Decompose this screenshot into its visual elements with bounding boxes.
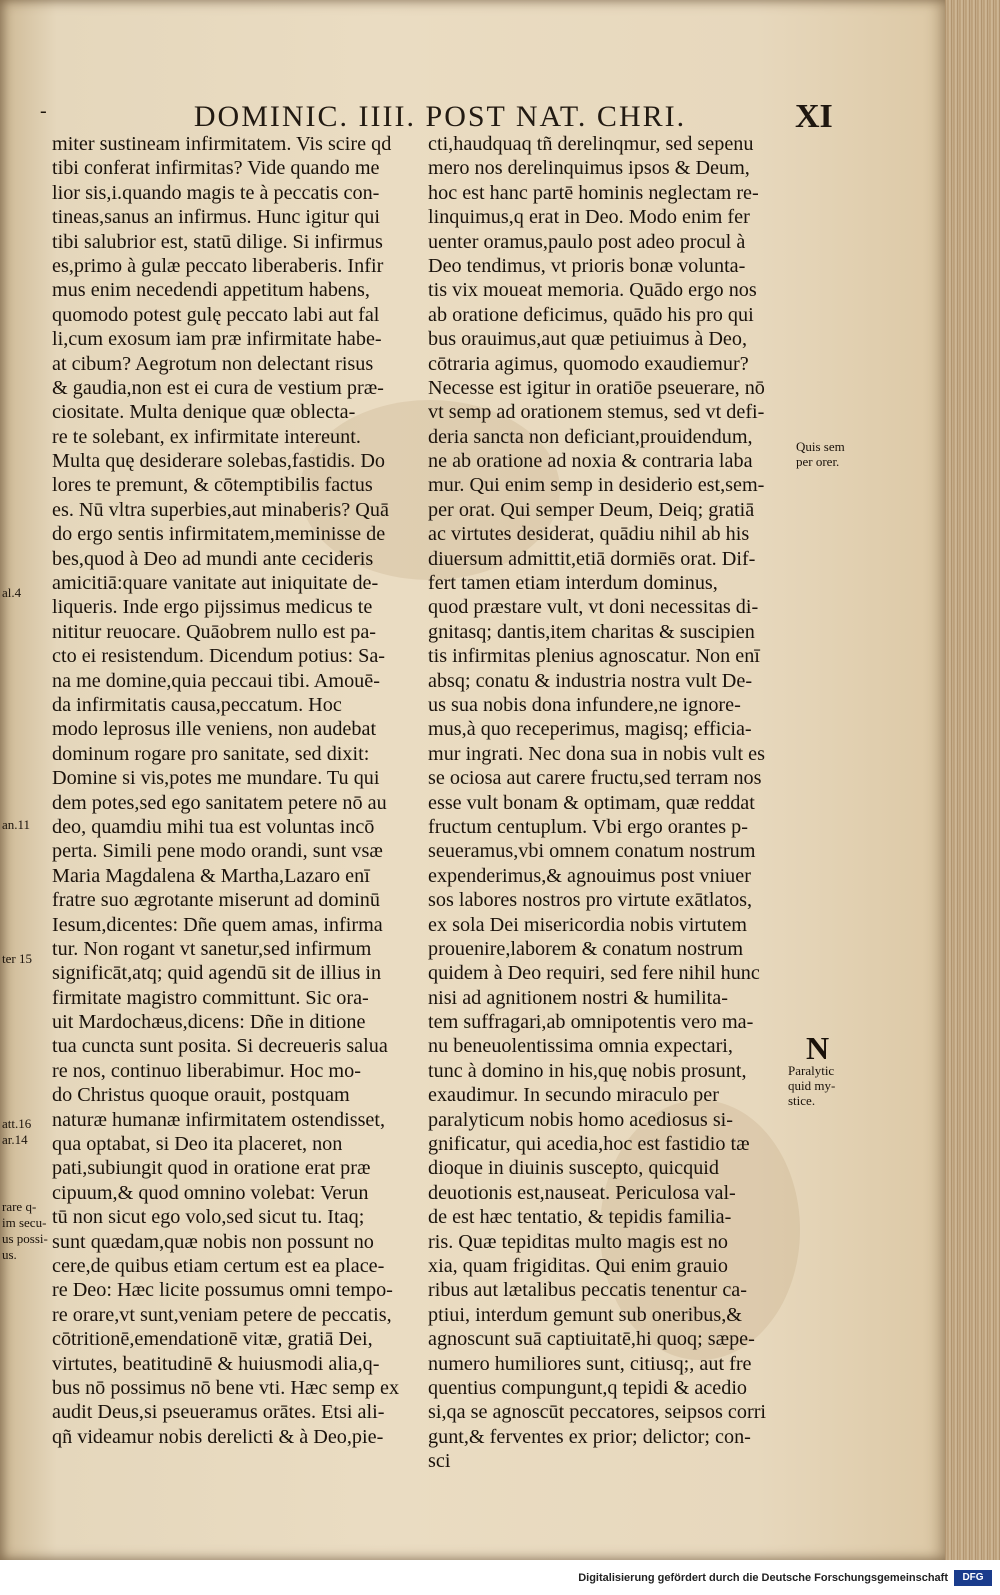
text-line: Necesse est igitur in oratiōe pseuerare, nō	[428, 376, 765, 399]
text-line: dominum rogare pro sanitate, sed dixit:	[52, 742, 370, 765]
text-line: hoc est hanc partē hominis neglectam re-	[428, 181, 759, 204]
text-line: re orare,vt sunt,veniam petere de peccatis,	[52, 1303, 392, 1326]
margin-note-right: stice.	[788, 1093, 816, 1108]
text-line: li,cum exosum iam præ infirmitate habe-	[52, 328, 382, 351]
text-line: nititur reuocare. Quāobrem nullo est pa-	[52, 620, 377, 643]
text-line: quidem à Deo requiri, sed fere nihil hunc	[428, 962, 760, 985]
footer-bar	[0, 1560, 1000, 1595]
text-line: uit Mardochæus,dicens: Dñe in ditione	[52, 1011, 366, 1034]
text-line: dem potes,sed ego sanitatem petere nō au	[52, 791, 387, 814]
text-line: ciositate. Multa denique quæ oblecta-	[52, 401, 356, 424]
margin-note-right: Quis sem	[796, 439, 845, 454]
text-line: absq; conatu & industria nostra vult De-	[428, 669, 753, 692]
text-line: fratre suo ægrotante miserunt ad dominū	[52, 889, 380, 912]
folio-number: XI	[795, 98, 833, 135]
text-line: quod præstare vult, vt doni necessitas di-	[428, 596, 759, 619]
text-line: miter sustineam infirmitatem. Vis scire qd	[52, 133, 392, 155]
text-line: mus,à quo receperimus, magisq; efficia-	[428, 718, 752, 741]
text-line: gunt,& ferventes ex prior; delictor; con-	[428, 1425, 751, 1448]
text-line: modo leprosus ille veniens, non audebat	[52, 718, 377, 741]
text-line: do Christus quoque orauit, postquam	[52, 1084, 350, 1107]
text-line: us sua nobis dona infundere,ne ignore-	[428, 693, 741, 716]
page-edge	[938, 0, 1000, 1560]
margin-note-left: im secu-	[2, 1215, 47, 1230]
text-line: tunc à domino in his,quę nobis prosunt,	[428, 1059, 747, 1082]
text-line: seueramus,vbi omnem conatum nostrum	[428, 840, 756, 863]
text-line: ptiui, interdum gemunt sub oneribus,&	[428, 1303, 743, 1326]
text-line: pati,subiungit quod in oratione erat præ	[52, 1157, 371, 1180]
text-line: cipuum,& quod omnino volebat: Verun	[52, 1181, 369, 1204]
text-line: uenter oramus,paulo post adeo procul à	[428, 230, 746, 253]
text-line: mur. Qui enim semp in desiderio est,sem-	[428, 474, 765, 497]
text-line: mur ingrati. Nec dona sua in nobis vult es	[428, 742, 765, 765]
text-line: ne ab oratione ad noxia & contraria laba	[428, 450, 753, 473]
text-line: gnificatur, qui acedia,hoc est fastidio tæ	[428, 1133, 750, 1156]
text-line: & gaudia,non est ei cura de vestium præ-	[52, 376, 384, 399]
margin-note-left: us possi-	[2, 1231, 48, 1246]
text-line: at cibum? Aegrotum non delectant risus	[52, 352, 374, 375]
text-line: liqueris. Inde ergo pijssimus medicus te	[52, 596, 373, 619]
text-line: bus nō possimus nō bene vti. Hæc semp ex	[52, 1376, 400, 1399]
text-line: tū non sicut ego volo,sed sicut tu. Itaq;	[52, 1206, 365, 1229]
text-line: ris. Quæ tepiditas multo magis est no	[428, 1230, 728, 1253]
text-line: esse vult bonam & optimam, quæ reddat	[428, 791, 755, 814]
text-line: se ociosa aut carere fructu,sed terram nos	[428, 767, 762, 790]
text-line: fructum centuplum. Vbi ergo orantes p-	[428, 815, 748, 838]
text-line: ex sola Dei misericordia nobis virtutem	[428, 913, 747, 936]
text-line: fert tamen etiam interdum dominus,	[428, 572, 718, 595]
text-line: deuotionis est,nauseat. Periculosa val-	[428, 1181, 736, 1204]
text-line: mero nos derelinquimus ipsos & Deum,	[428, 157, 750, 180]
text-line: significāt,atq; quid agendū sit de illius in	[52, 962, 382, 985]
margin-note-right: Paralytic	[788, 1063, 835, 1078]
text-column-right	[428, 132, 783, 1473]
text-line: ab oratione deficimus, quādo his pro qui	[428, 303, 754, 326]
text-line: da infirmitatis causa,peccatum. Hoc	[52, 693, 342, 716]
margin-note-left: att.16	[2, 1116, 32, 1131]
text-line: quomodo potest gulę peccato labi aut fal	[52, 303, 380, 326]
text-line: gnitasq; dantis,item charitas & suscipien	[428, 620, 755, 643]
text-line: nu beneuolentissima omnia expectari,	[428, 1035, 733, 1058]
text-line: cto ei resistendum. Dicendum potius: Sa-	[52, 645, 386, 668]
text-line: re Deo: Hæc licite possumus omni tempo-	[52, 1279, 393, 1302]
text-line: cere,de quibus etiam certum est ea place-	[52, 1254, 385, 1277]
text-line: qua optabat, si Deo ita placeret, non	[52, 1133, 343, 1156]
text-line: paralyticum nobis homo acediosus si-	[428, 1108, 734, 1131]
text-line: Deo tendimus, vt prioris bonæ volunta-	[428, 254, 746, 277]
text-line: expenderimus,& agnouimus post vniuer	[428, 864, 751, 887]
text-line: nisi ad agnitionem nostri & humilita-	[428, 986, 728, 1009]
margin-note-left: us.	[2, 1247, 17, 1262]
text-line: tis infirmitas plenius agnoscatur. Non enī	[428, 645, 760, 668]
text-line: Iesum,dicentes: Dñe quem amas, infirma	[52, 913, 383, 936]
margin-note-left: an.11	[2, 817, 31, 832]
margin-note-left: al.4	[2, 585, 22, 600]
text-line: tem suffragari,ab omnipotentis vero ma-	[428, 1011, 754, 1034]
text-line: na me domine,quia peccaui tibi. Amouē-	[52, 669, 380, 692]
text-line: sci	[428, 1450, 451, 1473]
text-line: bus orauimus,aut quæ petiuimus à Deo,	[428, 328, 748, 351]
text-line: si,qa se agnoscūt peccatores, seipsos corri	[428, 1401, 767, 1424]
text-line: Multa quę desiderare solebas,fastidis. Do	[52, 450, 386, 473]
text-line: re te solebant, ex infirmitate intereunt.	[52, 425, 361, 448]
text-line: sunt quædam,quæ nobis non possunt no	[52, 1230, 374, 1253]
text-line: de est hæc tentatio, & tepidis familia-	[428, 1206, 732, 1229]
margin-note-left: ar.14	[2, 1132, 28, 1147]
text-line: amicitiā:quare vanitate aut iniquitate de-	[52, 572, 379, 595]
text-line: per orat. Qui semper Deum, Deiq; gratiā	[428, 498, 755, 521]
margin-note-left: ter 15	[2, 951, 32, 966]
funding-credit: Digitalisierung gefördert durch die Deutsche Forschungsgemeinschaft	[578, 1572, 948, 1584]
text-line: cti,haudquaq tñ derelinqmur, sed sepenu	[428, 133, 754, 155]
text-line: quentius compungunt,q tepidi & acedio	[428, 1376, 748, 1399]
text-line: cōtraria agimus, quomodo exaudiemur?	[428, 352, 749, 375]
text-line: ribus aut lætalibus peccatis tenentur ca-	[428, 1279, 747, 1302]
text-line: tua cuncta sunt posita. Si decreueris salua	[52, 1035, 388, 1058]
text-line: es. Nū vltra superbies,aut minaberis? Quā	[52, 498, 389, 521]
text-line: qñ videamur nobis derelicti & à Deo,pie-	[52, 1425, 384, 1448]
text-line: perta. Simili pene modo orandi, sunt vsæ	[52, 840, 383, 863]
text-line: firmitate magistro committunt. Sic ora-	[52, 986, 369, 1009]
text-line: cōtritionē,emendationē vitæ, gratiā Dei,	[52, 1328, 373, 1351]
marginal-initial: N	[806, 1030, 830, 1066]
text-line: re nos, continuo liberabimur. Hoc mo-	[52, 1059, 361, 1082]
text-line: virtutes, beatitudinē & huiusmodi alia,q-	[52, 1352, 380, 1375]
margin-note-right: per orer.	[796, 454, 840, 469]
text-line: lores te premunt, & cōtemptibilis factus	[52, 474, 373, 497]
text-line: deo, quamdiu mihi tua est voluntas incō	[52, 815, 375, 838]
text-line: agnoscunt suā captiuitatē,hi quoq; sæpe-	[428, 1328, 755, 1351]
text-line: xia, quam frigiditas. Qui enim grauio	[428, 1254, 728, 1277]
text-line: ac virtutes desiderat, quādiu nihil ab his	[428, 523, 750, 546]
text-line: naturæ humanæ infirmitatem ostendisset,	[52, 1108, 386, 1131]
margin-note-left: rare q-	[2, 1199, 37, 1214]
text-line: es,primo à gulæ peccato liberaberis. Infir	[52, 254, 384, 277]
text-line: tineas,sanus an infirmus. Hunc igitur qui	[52, 206, 380, 229]
text-line: mus enim necedendi appetitum habens,	[52, 279, 370, 302]
text-line: bes,quod à Deo ad mundi ante cecideris	[52, 547, 374, 570]
text-line: audit Deus,si pseueramus orātes. Etsi ali-	[52, 1401, 385, 1424]
margin-note-right: quid my-	[788, 1078, 836, 1093]
text-line: do ergo sentis infirmitatem,meminisse de	[52, 523, 386, 546]
text-column-left	[52, 132, 412, 1449]
text-line: linquimus,q erat in Deo. Modo enim fer	[428, 206, 750, 229]
text-line: numero humiliores sunt, citiusq;, aut fre	[428, 1352, 752, 1375]
text-line: deria sancta non deficiant,prouidendum,	[428, 425, 753, 448]
text-line: Maria Magdalena & Martha,Lazaro enī	[52, 864, 370, 887]
text-line: vt semp ad orationem stemus, sed vt defi-	[428, 401, 765, 424]
text-line: dioque in diuinis suscepto, quicquid	[428, 1157, 720, 1180]
text-line: exaudimur. In secundo miraculo per	[428, 1084, 719, 1107]
page-mark: -	[40, 100, 47, 122]
text-line: tur. Non rogant vt sanetur,sed infirmum	[52, 937, 372, 960]
text-line: prouenire,laborem & conatum nostrum	[428, 937, 744, 960]
running-head: DOMINIC. IIII. POST NAT. CHRI.	[193, 100, 687, 133]
text-line: Domine si vis,potes me mundare. Tu qui	[52, 767, 380, 790]
text-line: tibi salubrior est, statū dilige. Si infirmus	[52, 230, 383, 253]
text-line: lior sis,i.quando magis te à peccatis con-	[52, 181, 380, 204]
text-line: tis vix moueat memoria. Quādo ergo nos	[428, 279, 757, 302]
text-line: tibi conferat infirmitas? Vide quando me	[52, 157, 380, 180]
dfg-logo: DFG	[954, 1570, 992, 1586]
text-line: diuersum admittit,etiā dormiēs orat. Dif-	[428, 547, 756, 570]
text-line: sos labores nostros pro virtute exātlatos,	[428, 889, 753, 912]
